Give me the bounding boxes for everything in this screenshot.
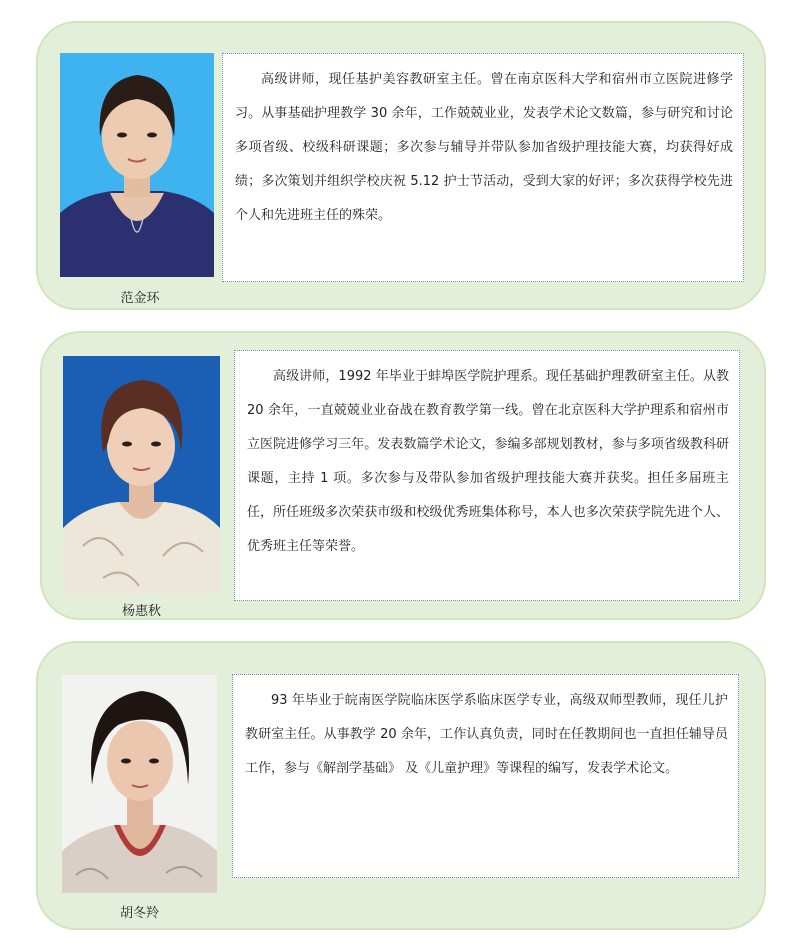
teacher-bio-1: 高级讲师，现任基护美容教研室主任。曾在南京医科大学和宿州市立医院进修学习。从事基础护理教学 30 余年，工作兢兢业业，发表学术论文数篇，参与研究和讨论多项省级、校级科研课题；多次参与辅导并带队参加省级护理技能大赛，均获得好成绩；多次策划并组织学校庆祝 5.12 护士节活动，受到大家的好评；多次获得学校先进个人和先进班主任的殊荣。	[222, 53, 744, 282]
teacher-bio-3: 93 年毕业于皖南医学院临床医学系临床医学专业，高级双师型教师，现任儿护教研室主任。从事教学 20 余年，工作认真负责，同时在任教期间也一直担任辅导员工作，参与《解剖学基础》 及《儿童护理》等课程的编写，发表学术论文。	[232, 674, 739, 878]
teacher-bio-2: 高级讲师，1992 年毕业于蚌埠医学院护理系。现任基础护理教研室主任。从教 20 余年，一直兢兢业业奋战在教育教学第一线。曾在北京医科大学护理系和宿州市立医院进修学习三年。发表数篇学术论文，参编多部规划教材，参与多项省级教科研课题，主持 1 项。多次参与及带队参加省级护理技能大赛并获奖。担任多届班主任，所任班级多次荣获市级和校级优秀班集体称号，本人也多次荣获学院先进个人、优秀班主任等荣誉。	[234, 350, 740, 601]
teacher-photo-1	[60, 53, 214, 277]
teacher-name-1: 范金环	[120, 291, 160, 306]
teacher-name-2: 杨惠秋	[121, 604, 161, 619]
teacher-photo-3	[62, 675, 217, 893]
teacher-photo-2	[63, 356, 220, 594]
teacher-name-3: 胡冬羚	[119, 906, 159, 921]
